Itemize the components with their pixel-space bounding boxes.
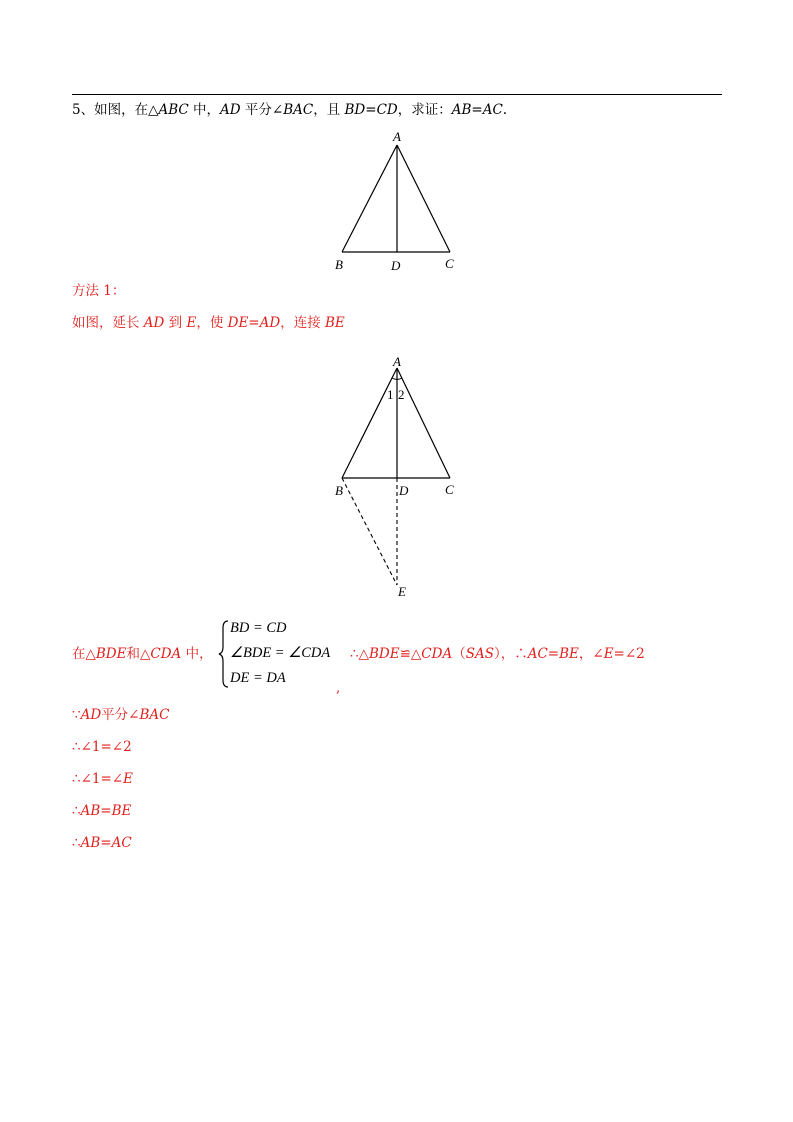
- conclusion-part: ，∠: [578, 646, 604, 662]
- segment-ad: AD: [80, 707, 102, 723]
- construction-part: 到: [164, 315, 187, 331]
- step-5: [72, 835, 132, 851]
- label-d: D: [391, 258, 401, 273]
- conclusion-part: ），∴: [493, 646, 528, 662]
- angle-1-label: 1: [387, 387, 394, 402]
- side-ab: [342, 368, 397, 478]
- angle-bac: BAC: [283, 102, 314, 118]
- side-ab: [342, 145, 397, 252]
- equation-row-2: ∠BDE = ∠CDA: [230, 645, 331, 661]
- construction-part: 如图，延长: [72, 315, 144, 331]
- angle-2-label: 2: [398, 387, 405, 402]
- triangle-name: ABC: [158, 102, 189, 118]
- condition-de-ad: DE=AD: [227, 315, 281, 331]
- point-e: E: [186, 315, 197, 331]
- conclusion-part: =∠2: [613, 646, 645, 662]
- problem-statement: [72, 102, 507, 118]
- side-ac: [397, 368, 450, 478]
- problem-text: .: [502, 102, 508, 118]
- step-text: 平分∠: [101, 707, 140, 723]
- congruence-part: 中，: [181, 646, 213, 662]
- segment-be: BE: [325, 315, 345, 331]
- therefore-symbol: ∴: [72, 803, 81, 819]
- equality-ab-be: AB=BE: [80, 803, 132, 819]
- method-title: 方法 1：: [72, 283, 126, 299]
- side-ac: [397, 145, 450, 252]
- label-c: C: [445, 482, 454, 497]
- step-3: [72, 771, 133, 787]
- angle-e: E: [603, 646, 614, 662]
- step-1: [72, 707, 169, 723]
- step-4: [72, 803, 131, 819]
- conclusion-part: ≌△: [399, 646, 422, 662]
- construction-part: ，使: [196, 315, 228, 331]
- step-2: ∴∠1=∠2: [72, 739, 132, 755]
- triangle-cda: CDA: [421, 646, 453, 662]
- equation-system: [218, 618, 338, 690]
- construction-part: ，连接: [280, 315, 325, 331]
- problem-text: ，求证：: [397, 102, 452, 118]
- goal-ab-ac: AB=AC: [451, 102, 503, 118]
- left-brace: [218, 620, 230, 688]
- congruence-part: 在△: [72, 646, 96, 662]
- segment-ad: AD: [143, 315, 165, 331]
- triangle-bde: BDE: [368, 646, 400, 662]
- equation-row-1: BD = CD: [230, 620, 287, 636]
- problem-text: 中，: [188, 102, 221, 118]
- triangle-bde: BDE: [95, 646, 127, 662]
- triangle-cda: CDA: [150, 646, 182, 662]
- equation-row-3: DE = DA: [230, 670, 286, 686]
- congruence-conclusion: [350, 646, 645, 662]
- problem-text: ，且: [313, 102, 345, 118]
- therefore-symbol: ∴: [72, 835, 81, 851]
- step-text: ∴∠1=∠: [72, 771, 124, 787]
- label-c: C: [445, 256, 454, 271]
- equality-ac-be: AC=BE: [527, 646, 579, 662]
- problem-text: 如图，在△: [94, 102, 159, 118]
- equality-ab-ac: AB=AC: [80, 835, 132, 851]
- label-e: E: [398, 584, 406, 599]
- because-symbol: ∵: [72, 707, 81, 723]
- conclusion-part: （: [452, 646, 466, 662]
- angle-e: E: [123, 771, 133, 787]
- triangle-figure-2: [325, 350, 470, 605]
- triangle-figure-1: [325, 128, 470, 276]
- label-b: B: [335, 483, 343, 498]
- construction-text: [72, 315, 345, 331]
- angle-bac: BAC: [139, 707, 170, 723]
- conclusion-part: ∴△: [350, 646, 369, 662]
- problem-text: 平分∠: [240, 102, 284, 118]
- segment-ad: AD: [220, 102, 241, 118]
- header-rule: [72, 94, 722, 95]
- problem-number: 5、: [72, 102, 95, 118]
- label-a: A: [393, 354, 401, 369]
- segment-be-dashed: [342, 478, 397, 585]
- congruence-intro: [72, 646, 213, 662]
- sas-criterion: SAS: [465, 646, 494, 662]
- label-b: B: [335, 257, 343, 272]
- label-d: D: [399, 483, 409, 498]
- system-comma: ,: [336, 680, 341, 696]
- label-a: A: [393, 129, 401, 144]
- congruence-part: 和△: [126, 646, 151, 662]
- condition-bd-cd: BD=CD: [344, 102, 398, 118]
